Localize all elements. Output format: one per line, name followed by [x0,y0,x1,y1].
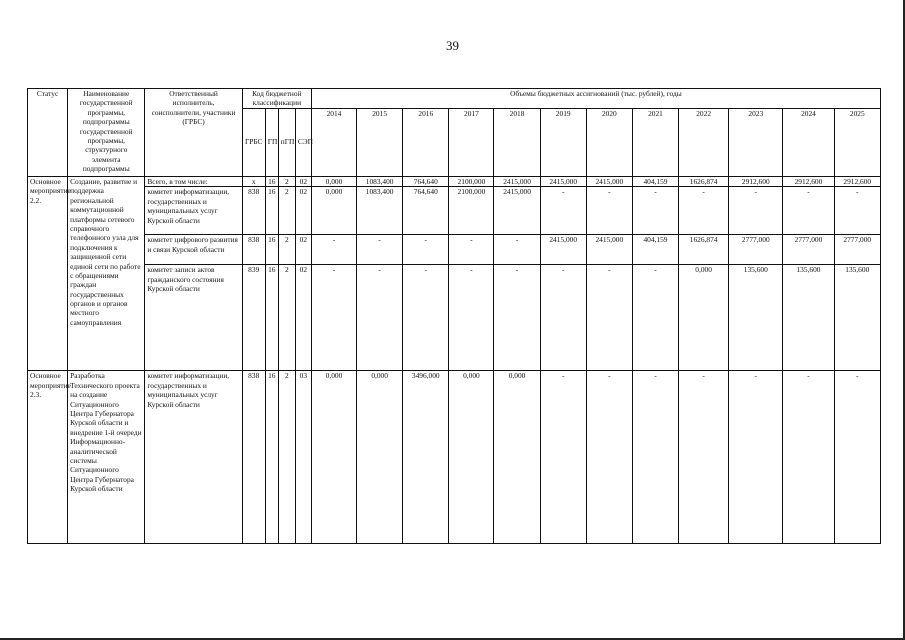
value-cell: 2912,600 [729,177,783,187]
name-cell: Разработка Технического проекта на создание Ситуационного Центра Губернатора Курской области и внедрение 1-й очереди Информационно-аналитической системы Ситуационного Центра Губернатора Курской области [68,371,145,544]
header-budget-code: Код бюджетной классификации [242,89,311,109]
value-cell: 764,640 [403,177,449,187]
value-cell: - [494,265,540,371]
value-cell: - [632,265,678,371]
value-cell: 1626,874 [679,235,729,265]
value-cell: - [540,265,586,371]
value-cell: - [586,187,632,235]
table-row [28,177,881,187]
value-cell: - [449,265,494,371]
header-code-grbs: ГРБС [242,109,265,177]
code-cell: 02 [295,177,311,187]
executor-cell: комитет записи актов гражданского состояния Курской области [145,265,242,371]
header-year: 2021 [632,109,678,177]
table-row [28,187,881,235]
header-name: Наименование государственной программы, подпрограммы государственной программы, структурного элемента подпрограммы [68,89,145,177]
value-cell: 2415,000 [494,177,540,187]
value-cell: - [449,235,494,265]
header-executor: Ответственный исполнитель, соисполнители, участники (ГРБС) [145,89,242,177]
code-cell: 2 [278,187,295,235]
header-year: 2016 [403,109,449,177]
value-cell: - [357,235,403,265]
value-cell: 2415,000 [586,177,632,187]
table-row [28,371,881,544]
code-cell: 02 [295,235,311,265]
header-year: 2014 [311,109,356,177]
header-year: 2015 [357,109,403,177]
header-year: 2025 [834,109,880,177]
value-cell: - [834,371,880,544]
value-cell: 2100,000 [449,187,494,235]
value-cell: 2912,600 [783,177,834,187]
value-cell: 2777,000 [729,235,783,265]
code-cell: 16 [265,265,278,371]
status-cell: Основное мероприятие 2.2. [28,177,68,371]
value-cell: 1626,874 [679,177,729,187]
value-cell: 135,600 [834,265,880,371]
header-code-sep: СЭП [295,109,311,177]
table-row [28,265,881,371]
code-cell: 2 [278,235,295,265]
value-cell: 2415,000 [540,235,586,265]
executor-cell: Всего, в том числе: [145,177,242,187]
value-cell: - [632,187,678,235]
value-cell: - [403,265,449,371]
value-cell: 0,000 [311,187,356,235]
value-cell: 0,000 [679,265,729,371]
value-cell: - [783,187,834,235]
code-cell: 16 [265,235,278,265]
table-row [28,235,881,265]
budget-table [27,88,881,544]
value-cell: 1083,400 [357,177,403,187]
value-cell: 0,000 [449,371,494,544]
value-cell: - [357,265,403,371]
header-year: 2018 [494,109,540,177]
value-cell: - [729,187,783,235]
header-code-gp: ГП [265,109,278,177]
value-cell: - [311,265,356,371]
value-cell: 404,159 [632,235,678,265]
header-code-pgp: пГП [278,109,295,177]
value-cell: - [783,371,834,544]
code-cell: х [242,177,265,187]
code-cell: 2 [278,265,295,371]
value-cell: - [729,371,783,544]
value-cell: 2100,000 [449,177,494,187]
value-cell: - [403,235,449,265]
value-cell: - [494,235,540,265]
header-year: 2020 [586,109,632,177]
page-number: 39 [446,38,459,53]
value-cell: 2415,000 [494,187,540,235]
executor-cell: комитет информатизации, государственных и муниципальных услуг Курской области [145,187,242,235]
name-cell: Создание, развитие и поддержка региональной коммутационной платформы сетевого справочного телефонного узла для подключения к защищенной сети единой сети по работе с обращениями граждан государственных органов и органов местного самоуправления [68,177,145,371]
value-cell: 764,640 [403,187,449,235]
value-cell: 2777,000 [783,235,834,265]
executor-cell: комитет цифрового развития и связи Курской области [145,235,242,265]
code-cell: 838 [242,371,265,544]
executor-cell: комитет информатизации, государственных и муниципальных услуг Курской области [145,371,242,544]
code-cell: 16 [265,177,278,187]
code-cell: 02 [295,265,311,371]
header-year: 2024 [783,109,834,177]
value-cell: - [679,187,729,235]
value-cell: - [540,371,586,544]
value-cell: 2912,600 [834,177,880,187]
header-volumes: Объемы бюджетных ассигнований (тыс. рублей), годы [311,89,880,109]
code-cell: 03 [295,371,311,544]
header-year: 2017 [449,109,494,177]
value-cell: - [586,265,632,371]
header-year: 2022 [679,109,729,177]
header-year: 2019 [540,109,586,177]
value-cell: 2777,000 [834,235,880,265]
value-cell: 2415,000 [586,235,632,265]
header-year: 2023 [729,109,783,177]
value-cell: 135,600 [783,265,834,371]
code-cell: 2 [278,177,295,187]
value-cell: 135,600 [729,265,783,371]
value-cell: 0,000 [357,371,403,544]
code-cell: 2 [278,371,295,544]
value-cell: 3496,000 [403,371,449,544]
status-cell: Основное мероприятие 2.3. [28,371,68,544]
code-cell: 02 [295,187,311,235]
code-cell: 839 [242,265,265,371]
code-cell: 16 [265,187,278,235]
value-cell: - [311,235,356,265]
code-cell: 838 [242,235,265,265]
header-status: Статус [28,89,68,177]
value-cell: 0,000 [311,177,356,187]
value-cell: 2415,000 [540,177,586,187]
value-cell: - [586,371,632,544]
value-cell: 404,159 [632,177,678,187]
value-cell: 0,000 [311,371,356,544]
value-cell: 1083,400 [357,187,403,235]
value-cell: 0,000 [494,371,540,544]
code-cell: 16 [265,371,278,544]
value-cell: - [679,371,729,544]
budget-table-container [27,88,881,543]
value-cell: - [834,187,880,235]
value-cell: - [632,371,678,544]
code-cell: 838 [242,187,265,235]
value-cell: - [540,187,586,235]
